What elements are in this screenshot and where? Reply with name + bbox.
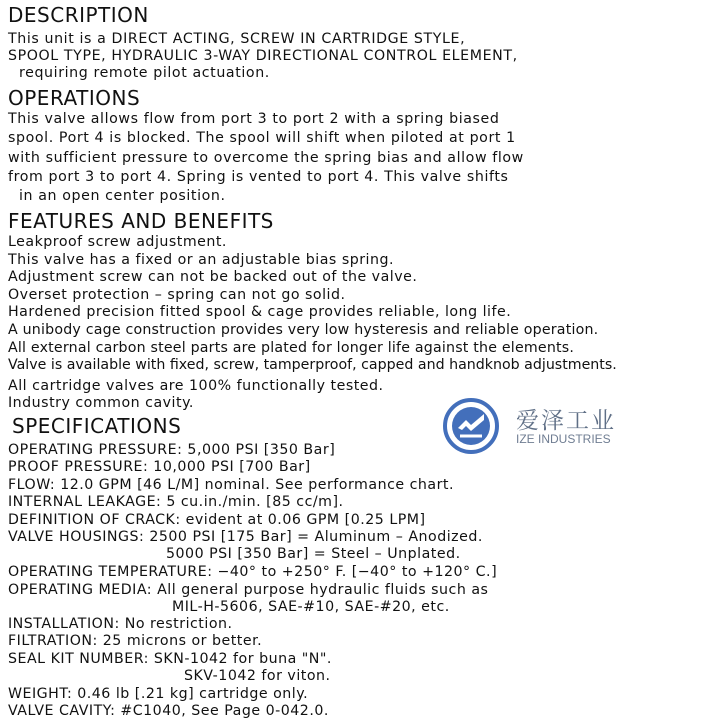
spec-seal-kit-number: SEAL KIT NUMBER: SKN-1042 for buna "N". — [8, 651, 332, 667]
features-line: Hardened precision fitted spool & cage provides reliable, long life. — [8, 304, 512, 320]
operations-line: from port 3 to port 4. Spring is vented to port 4. This valve shifts — [8, 169, 509, 185]
features-line: All external carbon steel parts are plated for longer life against the elements. — [8, 340, 575, 356]
ize-name-en: IZE INDUSTRIES — [516, 432, 611, 446]
spec-filtration: FILTRATION: 25 microns or better. — [8, 633, 263, 649]
spec-internal-leakage: INTERNAL LEAKAGE: 5 cu.in./min. [85 cc/m]. — [8, 494, 344, 510]
features-line: Leakproof screw adjustment. — [8, 234, 227, 250]
spec-operating-pressure: OPERATING PRESSURE: 5,000 PSI [350 Bar] — [8, 442, 336, 458]
operations-line: spool. Port 4 is blocked. The spool will shift when piloted at port 1 — [8, 130, 516, 146]
ize-logo-icon — [440, 398, 502, 454]
spec-weight: WEIGHT: 0.46 lb [.21 kg] cartridge only. — [8, 686, 309, 702]
operations-line: with sufficient pressure to overcome the spring bias and allow flow — [8, 150, 524, 166]
spec-flow: FLOW: 12.0 GPM [46 L/M] nominal. See performance chart. — [8, 477, 454, 493]
spec-definition-of-crack: DEFINITION OF CRACK: evident at 0.06 GPM [0.25 LPM] — [8, 512, 426, 528]
features-line: A unibody cage construction provides very low hysteresis and reliable operation. — [8, 322, 599, 338]
operations-line: This valve allows flow from port 3 to port 2 with a spring biased — [8, 111, 500, 127]
specifications-heading: SPECIFICATIONS — [12, 414, 182, 438]
description-line: requiring remote pilot actuation. — [19, 65, 270, 81]
spec-installation: INSTALLATION: No restriction. — [8, 616, 233, 632]
features-line: Adjustment screw can not be backed out of the valve. — [8, 269, 418, 285]
description-line: SPOOL TYPE, HYDRAULIC 3-WAY DIRECTIONAL CONTROL ELEMENT, — [8, 48, 518, 64]
spec-valve-housings-steel: 5000 PSI [350 Bar] = Steel – Unplated. — [166, 546, 461, 562]
features-line: This valve has a fixed or an adjustable bias spring. — [8, 252, 395, 268]
ize-watermark — [440, 398, 620, 454]
description-heading: DESCRIPTION — [8, 3, 149, 27]
spec-seal-kit-viton: SKV-1042 for viton. — [184, 668, 331, 684]
spec-operating-media: OPERATING MEDIA: All general purpose hydraulic fluids such as — [8, 582, 489, 598]
operations-line: in an open center position. — [19, 188, 226, 204]
features-line: All cartridge valves are 100% functionally tested. — [8, 378, 384, 394]
spec-operating-media-cont: MIL-H-5606, SAE-#10, SAE-#20, etc. — [172, 599, 450, 615]
features-line: Overset protection – spring can not go solid. — [8, 287, 346, 303]
ize-name-cn: 爱泽工业 — [516, 408, 616, 434]
spec-operating-temperature: OPERATING TEMPERATURE: −40° to +250° F. [−40° to +120° C.] — [8, 564, 498, 580]
spec-proof-pressure: PROOF PRESSURE: 10,000 PSI [700 Bar] — [8, 459, 311, 475]
operations-heading: OPERATIONS — [8, 86, 141, 110]
description-line: This unit is a DIRECT ACTING, SCREW IN CARTRIDGE STYLE, — [8, 31, 466, 47]
spec-valve-housings: VALVE HOUSINGS: 2500 PSI [175 Bar] = Aluminum – Anodized. — [8, 529, 483, 545]
spec-valve-cavity: VALVE CAVITY: #C1040, See Page 0-042.0. — [8, 703, 329, 719]
features-heading: FEATURES AND BENEFITS — [8, 209, 274, 233]
features-line: Valve is available with fixed, screw, tamperproof, capped and handknob adjustments. — [8, 357, 617, 373]
features-line: Industry common cavity. — [8, 395, 194, 411]
